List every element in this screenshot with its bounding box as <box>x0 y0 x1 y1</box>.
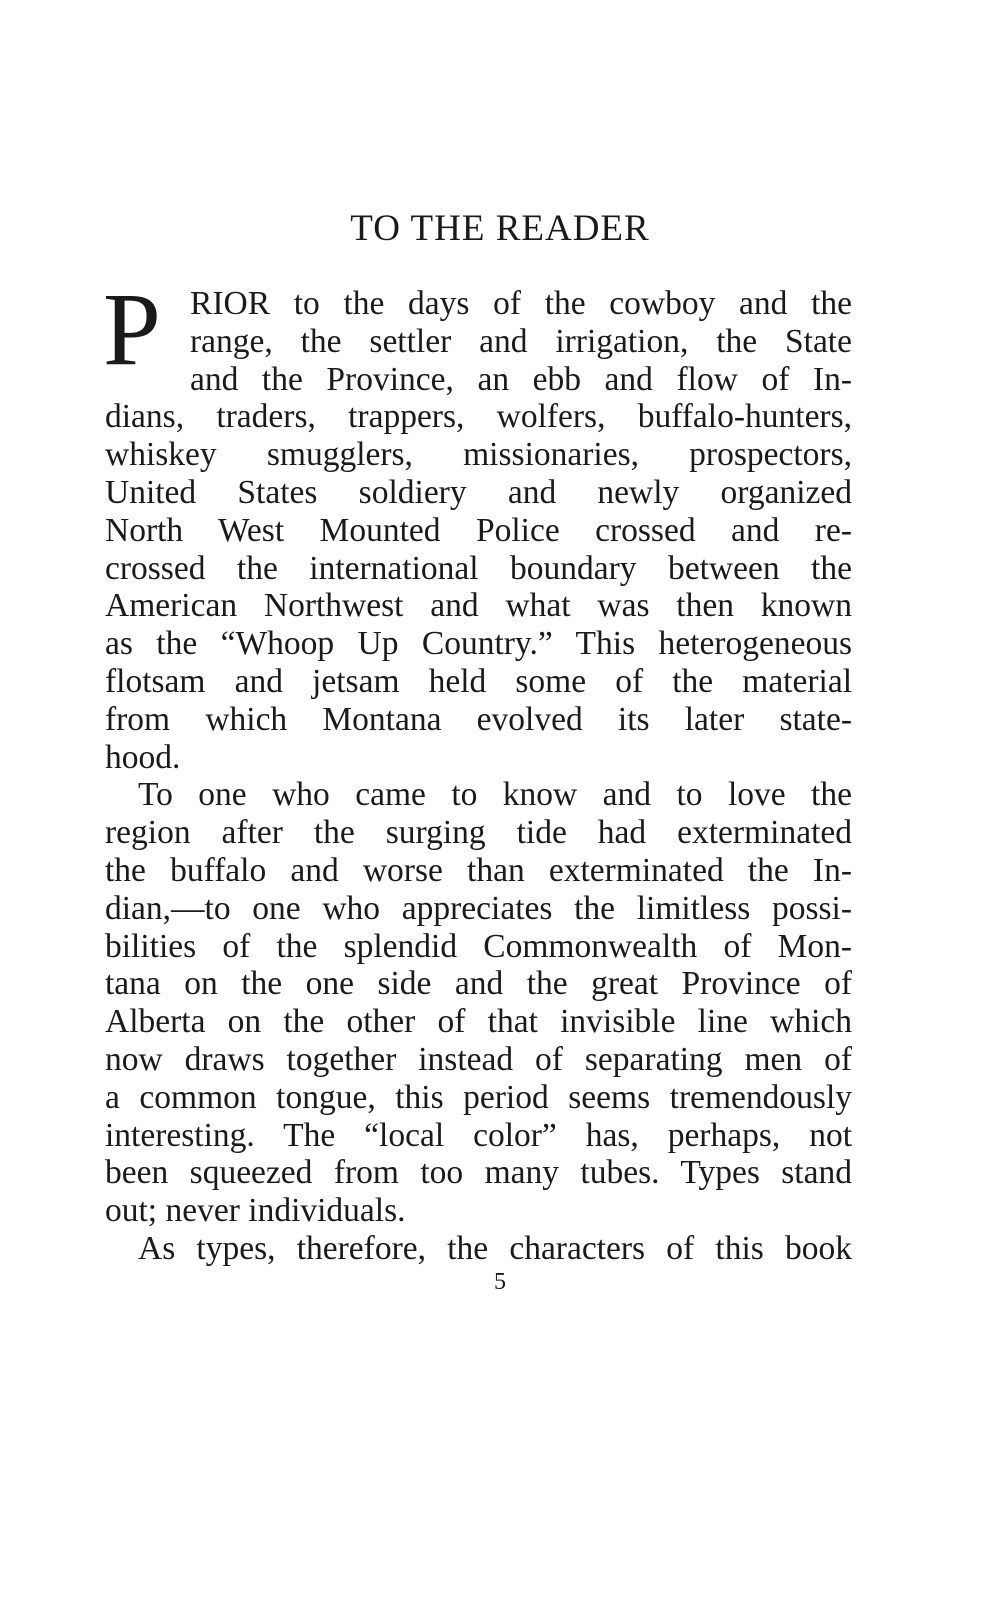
text-line: RIOR to the days of the cowboy and the <box>190 285 852 322</box>
text-line: United States soldiery and newly organized <box>105 474 852 511</box>
text-line: crossed the international boundary between the <box>105 550 852 587</box>
text-line: whiskey smugglers, missionaries, prospectors, <box>105 436 852 473</box>
text-line: bilities of the splendid Commonwealth of Mon- <box>105 928 852 965</box>
page-number: 5 <box>494 1269 506 1295</box>
text-line: flotsam and jetsam held some of the material <box>105 663 852 700</box>
text-line: hood. <box>105 739 181 776</box>
text-line: been squeezed from too many tubes. Types stand <box>105 1154 852 1191</box>
text-line: a common tongue, this period seems tremendously <box>105 1079 852 1116</box>
text-line: region after the surging tide had exterminated <box>105 814 852 851</box>
text-line: North West Mounted Police crossed and re- <box>105 512 852 549</box>
text-line: as the “Whoop Up Country.” This heterogeneous <box>105 625 852 662</box>
text-line: interesting. The “local color” has, perhaps, not <box>105 1117 852 1154</box>
text-line: Alberta on the other of that invisible line which <box>105 1003 852 1040</box>
text-line: from which Montana evolved its later state- <box>105 701 852 738</box>
text-line: the buffalo and worse than exterminated the In- <box>105 852 852 889</box>
text-line: dians, traders, trappers, wolfers, buffalo-hunters, <box>105 398 852 435</box>
text-line: out; never individuals. <box>105 1192 406 1229</box>
text-line: tana on the one side and the great Province of <box>105 965 852 1002</box>
drop-cap: P <box>103 272 161 387</box>
text-line: As types, therefore, the characters of this book <box>138 1230 852 1267</box>
text-line: and the Province, an ebb and flow of In- <box>190 361 852 398</box>
text-line: range, the settler and irrigation, the State <box>190 323 852 360</box>
text-line: To one who came to know and to love the <box>138 776 852 813</box>
text-line: now draws together instead of separating men of <box>105 1041 852 1078</box>
text-line: American Northwest and what was then known <box>105 587 852 624</box>
page-title: TO THE READER <box>350 208 650 249</box>
text-line: dian,—to one who appreciates the limitless possi- <box>105 890 852 927</box>
